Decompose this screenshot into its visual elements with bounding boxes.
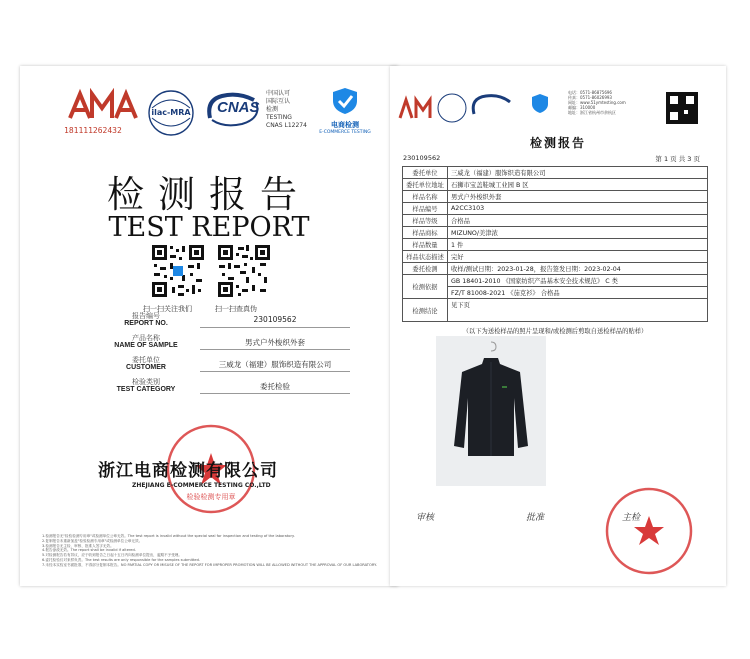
page-title: 检测报告 (529, 136, 586, 150)
fine-print-line: 4.报告涂改无效。The report shall be invalid if altered. (42, 548, 136, 553)
table-row (403, 203, 708, 215)
row-value: 石狮市宝盖鞋城工业园 B 区 (448, 179, 708, 191)
row-value: 合格品 (448, 215, 708, 227)
header-logos (390, 88, 726, 128)
info-row-report-no (60, 310, 390, 332)
contact-web: 网址：www.51ymtesting.com (568, 100, 626, 105)
cover-page (20, 66, 398, 586)
row-label: 样品名称 (403, 191, 448, 203)
row-value: GB 18401-2010 《国家纺织产品基本安全技术规范》 C 类 (448, 275, 708, 287)
row-label: 样品商标 (403, 227, 448, 239)
qr-caption-left: 扫一扫关注我们 (143, 305, 192, 313)
accreditation-text (266, 90, 307, 130)
table-row (403, 287, 708, 299)
fine-print-line: 6.委托检验仅对来样负责。The test results are only responsible for the samples submitted. (42, 557, 201, 562)
field-underline (200, 349, 350, 350)
shield-check-icon (330, 86, 360, 116)
row-label: 样品数量 (403, 239, 448, 251)
signature-row (390, 506, 726, 526)
info-row-sample-name (60, 332, 390, 354)
report-info-block (60, 310, 390, 398)
row-label: 检测依据 (403, 275, 448, 299)
qr-code-follow[interactable] (150, 243, 206, 299)
ilac-text: ilac-MRA (151, 108, 191, 117)
row-label: 样品状态描述 (403, 251, 448, 263)
field-label-cn: 委托单位 (132, 356, 160, 364)
contact-info (568, 90, 626, 115)
table-row (403, 263, 708, 275)
field-value: 委托检验 (260, 382, 290, 391)
row-value: MIZUNO/美津浓 (448, 227, 708, 239)
row-value: 见下页 (448, 299, 708, 322)
field-underline (200, 327, 350, 328)
row-value: 男式户外梭织外套 (448, 191, 708, 203)
signature-approver: 批准 (526, 513, 545, 523)
row-value: 收样/测试日期：2023-01-28，报告签发日期：2023-02-04 (448, 263, 708, 275)
info-row-customer (60, 354, 390, 376)
sample-jacket-photo (436, 336, 546, 486)
field-label-cn: 报告编号 (132, 312, 160, 320)
row-label: 样品等级 (403, 215, 448, 227)
row-value: 三威龙（福建）服饰织造有限公司 (448, 167, 708, 179)
field-label-cn: 产品名称 (132, 334, 160, 342)
table-row (403, 215, 708, 227)
row-label: 检测结论 (403, 299, 448, 322)
ecom-en: E-COMMERCE TESTING (319, 130, 371, 135)
contact-tel: 电话：0571-86875696 (568, 90, 612, 95)
field-underline (200, 393, 350, 394)
fine-print-line: 3.检测报告无主检、审核、批准人签字无效。 (42, 543, 114, 548)
row-value: FZ/T 81008-2021 《茄克衫》 合格品 (448, 287, 708, 299)
fine-print (42, 534, 382, 568)
auth-line: CNAS L12274 (266, 122, 307, 129)
contact-mail: 邮编：310000 (568, 105, 596, 110)
field-value: 三威龙（福建）服饰织造有限公司 (218, 360, 332, 369)
row-label: 委托单位地址 (403, 179, 448, 191)
contact-addr: 地址：浙江省杭州市余杭区 (568, 110, 616, 115)
table-row (403, 167, 708, 179)
photo-note: （以下为送检样品的照片呈现和/或检测后剪取自送检样品的贴样） (462, 328, 648, 335)
seal-text: 检验检测专用章 (186, 493, 236, 501)
company-name-cn: 浙江电商检测有限公司 (98, 461, 278, 481)
qr-caption-right: 扫一扫查真伪 (215, 305, 257, 313)
report-number: 230109562 (403, 154, 441, 162)
row-label: 委托单位 (403, 167, 448, 179)
table-row (403, 299, 708, 322)
auth-line: 中国认可 (266, 90, 291, 97)
field-underline (200, 371, 350, 372)
cnas-text: CNAS (217, 99, 260, 116)
table-row (403, 251, 708, 263)
qr-code-verify[interactable] (216, 243, 272, 299)
field-value: 230109562 (253, 315, 297, 324)
ecom-cn: 电商检测 (331, 121, 359, 129)
field-label-en: TEST CATEGORY (116, 386, 176, 393)
field-value: 男式户外梭织外套 (245, 338, 305, 347)
row-label: 委托检测 (403, 263, 448, 275)
cma-number: 181111262432 (64, 126, 122, 135)
auth-line: 国际互认 (266, 98, 291, 105)
table-row (403, 275, 708, 287)
signature-reviewer: 审核 (416, 513, 435, 523)
field-label-en: CUSTOMER (126, 364, 166, 371)
title-en: TEST REPORT (108, 212, 310, 243)
ecommerce-testing-logo (314, 86, 376, 135)
auth-line: 检测 (266, 106, 279, 113)
field-label-en: REPORT NO. (124, 320, 168, 327)
row-value: 1 件 (448, 239, 708, 251)
info-row-test-category (60, 376, 390, 398)
title-cn: 检测报告 (107, 173, 311, 216)
fine-print-line: 1.检测报告无"检验检测专用章"或检测单位公章无效。The test report is invalid without the special seal for inspection and testing of the laboratory. (42, 534, 295, 538)
page-counter: 第 1 页 共 3 页 (655, 155, 700, 163)
signature-inspector: 主检 (622, 513, 641, 523)
row-label: 样品编号 (403, 203, 448, 215)
row-value: A2CC3103 (448, 203, 708, 215)
auth-line: TESTING (266, 114, 292, 121)
field-label-cn: 检验类别 (132, 378, 160, 386)
table-row (403, 227, 708, 239)
official-seal-right (604, 486, 694, 576)
row-value: 完好 (448, 251, 708, 263)
fine-print-line: 7.未经本实验室书面批准，不得部分复制本报告。NO PARTIAL COPY OR MISUSE OF THE REPORT FOR IMPROPER PROMOTION WILL BE ALLOWED WITHOUT THE APPROVAL OF OUR LABORATORY. (42, 562, 377, 567)
field-label-en: NAME OF SAMPLE (114, 342, 178, 349)
table-row (403, 179, 708, 191)
table-row (403, 191, 708, 203)
report-table (402, 166, 708, 336)
detail-page (390, 66, 726, 586)
contact-fax: 传真：0571-86026993 (568, 95, 612, 100)
fine-print-line: 2.复制报告未重新加盖"检验检测专用章"或检测单位公章无效。 (42, 538, 143, 543)
company-name-en: ZHEJIANG E-COMMERCE TESTING CO.,LTD (132, 482, 271, 489)
table-row (403, 322, 708, 337)
fine-print-line: 5.对检测报告若有异议，应于收到报告之日起十五日内向检测单位提出，逾期不予受理。 (42, 553, 182, 558)
cma-logo (64, 88, 138, 135)
table-row (403, 239, 708, 251)
